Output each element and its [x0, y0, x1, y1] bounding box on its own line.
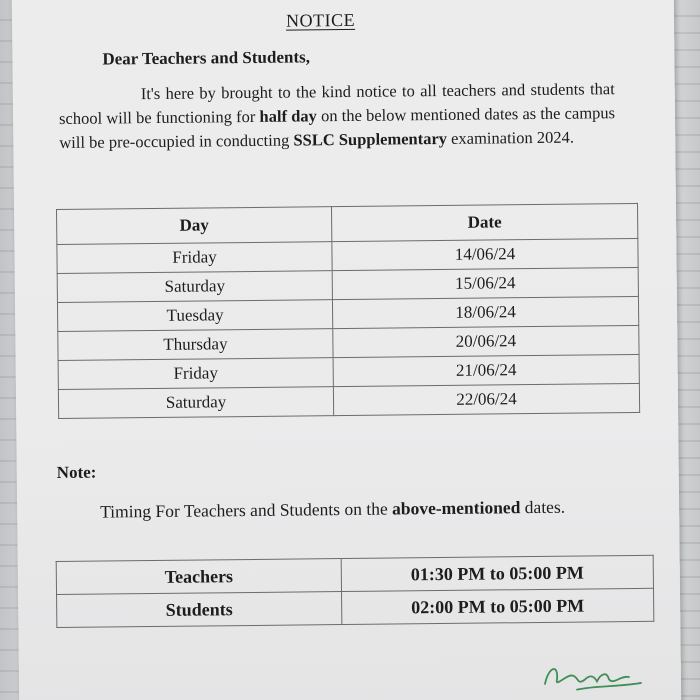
table-row [57, 588, 654, 627]
notice-body-text-2: on the below mentioned dates as the campus will be pre-occupied in conducting [59, 103, 616, 152]
role-cell: Teachers [56, 559, 341, 595]
notice-body-bold-2: SSLC Supplementary [293, 128, 448, 150]
salutation: Dear Teachers and Students, [102, 47, 311, 69]
timing-table [56, 555, 655, 628]
signature-stroke [545, 668, 641, 690]
notice-body-bold-1: half day [259, 106, 317, 126]
day-cell: Friday [57, 242, 332, 274]
notice-paper [12, 0, 682, 700]
day-cell: Tuesday [57, 300, 332, 332]
time-cell: 02:00 PM to 05:00 PM [342, 588, 654, 624]
notice-body [59, 77, 616, 155]
role-cell: Students [57, 592, 342, 628]
day-cell: Saturday [58, 387, 333, 419]
date-cell: 14/06/24 [332, 238, 638, 270]
timing-text-2: dates. [520, 496, 566, 518]
notice-body-text-3: examination 2024. [446, 127, 575, 148]
notice-body-text-1: It's here by brought to the kind notice to all teachers and students that school will be functioning for [58, 79, 615, 128]
time-cell: 01:30 PM to 05:00 PM [341, 555, 653, 591]
date-cell: 18/06/24 [332, 296, 638, 328]
header-day: Day [57, 207, 332, 245]
date-cell: 15/06/24 [332, 267, 638, 299]
timing-text-1: Timing For Teachers and Students on the [100, 498, 393, 522]
header-date: Date [331, 203, 637, 241]
day-cell: Friday [58, 358, 333, 390]
note-label: Note: [56, 462, 97, 483]
handwritten-signature-icon [537, 653, 647, 694]
table-row [58, 383, 639, 418]
date-cell: 21/06/24 [333, 354, 639, 386]
day-cell: Saturday [57, 271, 332, 303]
date-cell: 22/06/24 [333, 383, 639, 415]
day-cell: Thursday [58, 329, 333, 361]
dates-table [56, 203, 640, 419]
timing-description [55, 492, 643, 526]
date-cell: 20/06/24 [333, 325, 639, 357]
notice-title: NOTICE [285, 9, 356, 31]
timing-text-bold: above-mentioned [391, 497, 521, 519]
